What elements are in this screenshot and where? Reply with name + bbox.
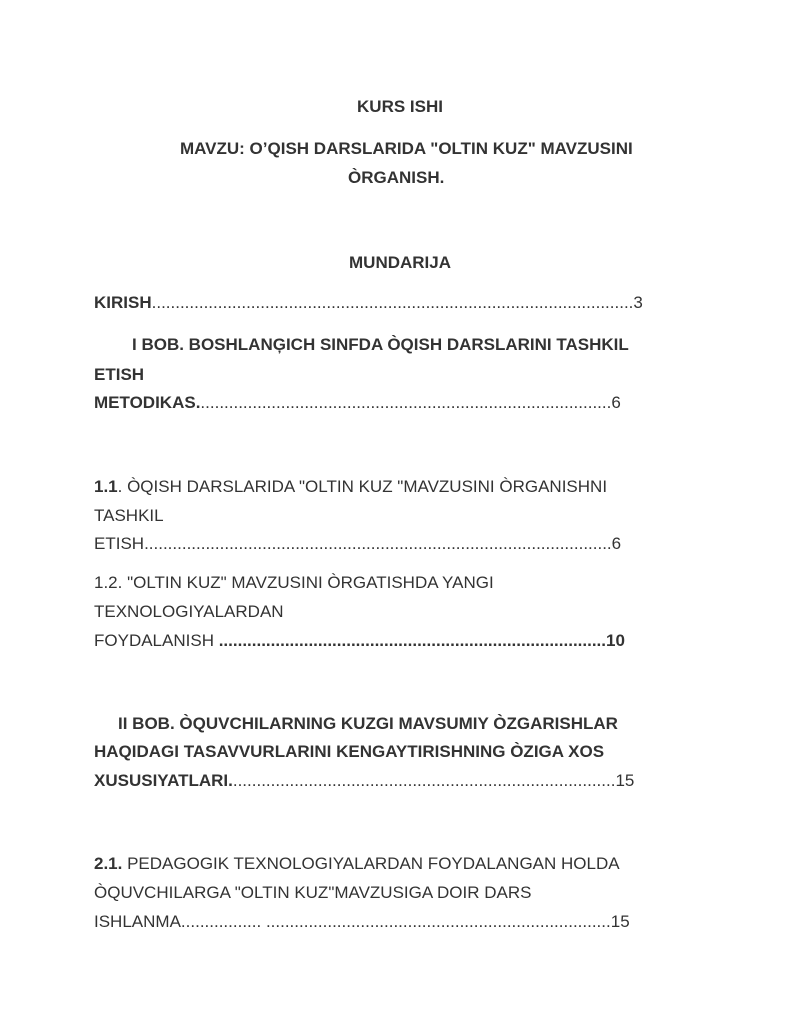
toc-page-number: 6 (611, 534, 622, 553)
toc-entry-label: ETISH (94, 534, 145, 553)
toc-entry-section-1-2 (94, 630, 625, 652)
toc-entry-chapter1 (94, 392, 621, 414)
toc-chapter1-line1: I BOB. BOSHLANĢICH SINFDA ÒQISH DARSLARINI TASHKIL (132, 335, 629, 354)
toc-section-2-1-line2: ÒQUVCHILARGA "OLTIN KUZ"MAVZUSIGA DOIR DARS (94, 883, 532, 902)
doc-type-heading: KURS ISHI (357, 97, 443, 116)
toc-entry-label: FOYDALANISH (94, 631, 219, 650)
toc-page-number: 10 (606, 631, 625, 650)
section-title: PEDAGOGIK TEXNOLOGIYALARDAN FOYDALANGAN HOLDA (122, 854, 620, 873)
toc-dots: ....................................................................................... (200, 393, 612, 412)
toc-entry-section-2-1 (94, 911, 630, 933)
toc-section-1-1-line1 (94, 476, 607, 498)
toc-title: MUNDARIJA (349, 253, 451, 272)
toc-dots: ................................................................................................... (144, 534, 612, 553)
toc-chapter2-line2: HAQIDAGI TASAVVURLARINI KENGAYTIRISHNING ÒZIGA XOS (94, 742, 605, 761)
toc-section-1-2-line1: 1.2. "OLTIN KUZ" MAVZUSINI ÒRGATISHDA YANGI (94, 573, 494, 592)
toc-entry-label: KIRISH (94, 293, 152, 312)
topic-title-line1: MAVZU: O’QISH DARSLARIDA "OLTIN KUZ" MAVZUSINI (180, 139, 633, 158)
toc-chapter2-line1: II BOB. ÒQUVCHILARNING KUZGI MAVSUMIY ÒZGARISHLAR (118, 714, 618, 733)
toc-dots: ...................................................................................................... (151, 293, 634, 312)
toc-dots: ................. ......................................................................... (180, 912, 611, 931)
toc-entry-label: XUSUSIYATLARI. (94, 771, 233, 790)
toc-dots: .................................................................................. (218, 631, 607, 650)
toc-entry-label: METODIKAS. (94, 393, 201, 412)
toc-chapter1-line2: ETISH (94, 365, 145, 384)
toc-page-number: 6 (611, 393, 621, 412)
toc-page-number: 15 (615, 771, 635, 790)
toc-page-number: 15 (610, 912, 630, 931)
toc-entry-section-1-1 (94, 533, 621, 555)
toc-section-1-1-line2: TASHKIL (94, 506, 164, 525)
toc-entry-label: ISHLANMA (94, 912, 181, 931)
toc-entry-kirish (94, 292, 643, 314)
section-number: 2.1. (94, 854, 123, 873)
toc-dots: ................................................................................. (232, 771, 616, 790)
section-title: . ÒQISH DARSLARIDA "OLTIN KUZ "MAVZUSINI ÒRGANISHNI (117, 477, 608, 496)
topic-title-line2: ÒRGANISH. (348, 168, 445, 187)
toc-page-number: 3 (633, 293, 643, 312)
section-number: 1.1 (94, 477, 118, 496)
toc-section-2-1-line1 (94, 853, 620, 875)
toc-section-1-2-line2: TEXNOLOGIYALARDAN (94, 602, 284, 621)
toc-entry-chapter2 (94, 770, 634, 792)
